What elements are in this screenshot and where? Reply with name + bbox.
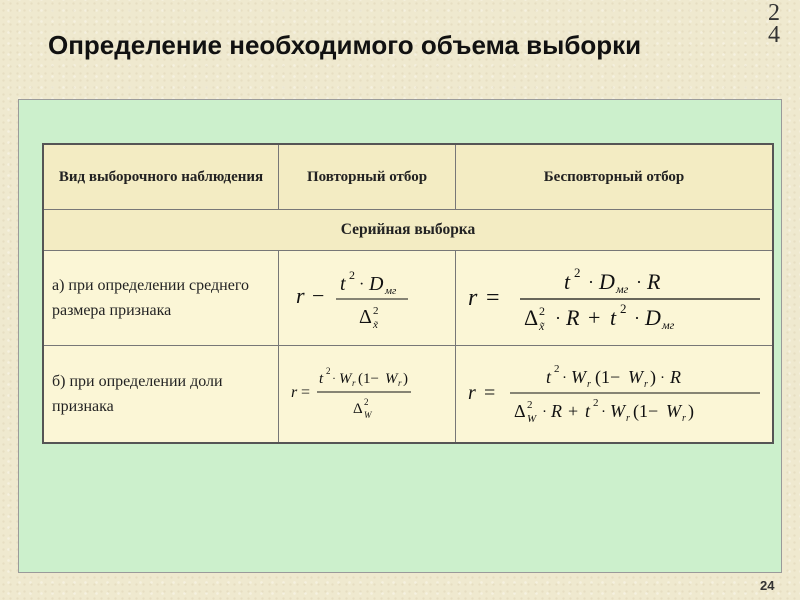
svg-text:(1−: (1− — [595, 367, 621, 387]
svg-text:r: r — [296, 283, 305, 308]
svg-text:r: r — [398, 378, 402, 388]
svg-text:·: · — [636, 272, 642, 292]
svg-text:(1−: (1− — [358, 371, 379, 387]
svg-text:−: − — [312, 283, 325, 308]
svg-text:x̃: x̃ — [539, 319, 545, 333]
svg-text:D: D — [645, 305, 661, 330]
header-nonrepeat-selection: Бесповторный отбор — [456, 144, 774, 210]
row-label-share: б) при определении доли признака — [43, 346, 279, 444]
svg-text:t: t — [319, 371, 324, 387]
svg-text:D: D — [599, 269, 615, 294]
sample-size-table — [42, 143, 774, 444]
svg-text:r: r — [468, 285, 478, 311]
svg-text:Δ: Δ — [353, 401, 363, 417]
svg-text:мг: мг — [662, 318, 675, 332]
svg-text:r: r — [626, 413, 630, 424]
svg-text:=: = — [301, 384, 311, 401]
svg-text:r: r — [587, 379, 591, 390]
svg-text:R: R — [551, 401, 562, 421]
svg-text:·: · — [359, 276, 365, 293]
svg-text:R: R — [566, 305, 580, 330]
svg-text:R: R — [670, 367, 681, 387]
svg-text:·: · — [542, 404, 547, 420]
svg-text:2: 2 — [326, 366, 331, 376]
svg-text:·: · — [601, 404, 606, 420]
page-number: 24 — [760, 578, 775, 593]
svg-text:Δ: Δ — [524, 305, 539, 330]
svg-text:Δ: Δ — [359, 306, 372, 328]
svg-text:=: = — [486, 285, 500, 311]
svg-text:r: r — [682, 413, 686, 424]
table-header-row — [43, 144, 773, 210]
svg-text:мг: мг — [385, 285, 397, 297]
svg-text:r: r — [468, 382, 476, 404]
svg-text:=: = — [484, 382, 496, 404]
svg-text:W: W — [527, 413, 537, 425]
svg-text:W: W — [364, 410, 372, 420]
svg-text:R: R — [647, 269, 661, 294]
table-row — [43, 251, 773, 346]
svg-text:r: r — [644, 379, 648, 390]
svg-text:): ) — [688, 401, 694, 421]
svg-text:t: t — [610, 305, 617, 330]
header-repeat-selection: Повторный отбор — [279, 144, 456, 210]
svg-text:мг: мг — [616, 282, 629, 296]
svg-text:t: t — [340, 273, 346, 295]
svg-text:(1−: (1− — [633, 401, 659, 421]
svg-text:+: + — [568, 401, 579, 421]
svg-text:+: + — [588, 305, 601, 330]
corner-slide-number: 24 — [768, 0, 780, 48]
formula-share-nonrepeat — [456, 346, 774, 444]
svg-text:·: · — [562, 370, 567, 386]
svg-text:2: 2 — [574, 265, 581, 280]
svg-text:r: r — [352, 378, 356, 388]
svg-text:2: 2 — [349, 268, 355, 282]
section-row — [43, 210, 773, 251]
svg-text:2: 2 — [527, 399, 533, 411]
svg-text:W: W — [571, 367, 586, 387]
svg-text:t: t — [546, 367, 552, 387]
svg-text:2: 2 — [620, 301, 627, 316]
svg-text:Δ: Δ — [514, 401, 526, 421]
formula-share-repeat — [279, 346, 456, 444]
formula-mean-nonrepeat — [456, 251, 774, 346]
svg-text:x̃: x̃ — [373, 319, 378, 331]
header-observation-type: Вид выборочного наблюдения — [43, 144, 279, 210]
svg-text:2: 2 — [554, 363, 560, 375]
svg-text:W: W — [666, 401, 681, 421]
svg-text:2: 2 — [373, 305, 379, 317]
svg-text:): ) — [650, 367, 656, 387]
svg-text:D: D — [369, 273, 384, 295]
svg-text:t: t — [585, 401, 591, 421]
svg-text:·: · — [634, 308, 640, 328]
svg-text:·: · — [588, 272, 594, 292]
table-row — [43, 346, 773, 444]
svg-text:2: 2 — [593, 397, 599, 409]
svg-text:·: · — [332, 371, 336, 385]
svg-text:2: 2 — [364, 397, 369, 407]
svg-text:W: W — [610, 401, 625, 421]
svg-text:t: t — [564, 269, 571, 294]
svg-text:·: · — [555, 308, 561, 328]
svg-text:W: W — [628, 367, 643, 387]
row-label-mean: а) при определении среднего размера признака — [43, 251, 279, 346]
svg-text:r: r — [291, 384, 298, 401]
svg-text:W: W — [339, 371, 352, 387]
svg-text:2: 2 — [539, 304, 545, 318]
svg-text:·: · — [660, 370, 665, 386]
slide-title: Определение необходимого объема выборки — [48, 30, 642, 60]
formula-mean-repeat — [279, 251, 456, 346]
svg-text:W: W — [385, 371, 398, 387]
section-serial-sample: Серийная выборка — [43, 210, 773, 251]
svg-text:): ) — [403, 371, 408, 387]
